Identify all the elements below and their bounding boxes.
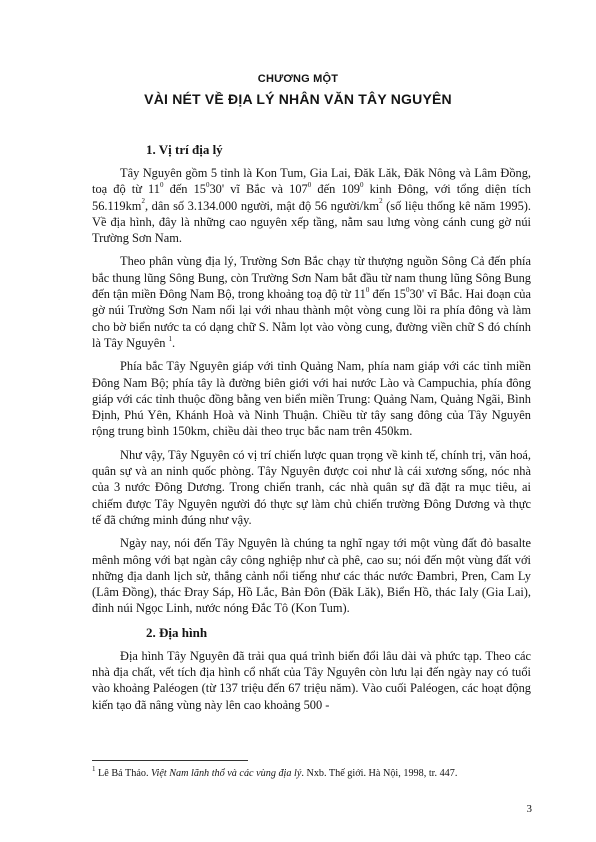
footnote-divider (92, 760, 248, 761)
paragraph-location-3: Phía bắc Tây Nguyên giáp với tỉnh Quảng Nam, phía nam giáp với các tỉnh miền Đông Nam Bộ; phía tây là đường biên giới với hai nước Lào và Campuchia, phía đông giáp với các tỉnh thuộc đồng bằng ven biển miền Trung: Quảng Nam, Quảng Ngãi, Bình Định, Phú Yên, Khánh Hoà và Ninh Thuận. Chiều từ tây sang đông của Tây Nguyên rộng trung bình 150km, chiều dài theo trục bắc nam trên 450km. (92, 359, 531, 439)
paragraph-location-2: Theo phân vùng địa lý, Trường Sơn Bắc chạy từ thượng nguồn Sông Cả đến phía bắc thung lũng Sông Bung, còn Trường Sơn Nam bắt đầu từ nam thung lũng Sông Bung đến tận miền Đông Nam Bộ, trong khoảng toạ độ từ $11^0$ đến $15^030'$ vĩ Bắc. Hai đoạn của gờ núi Trường Sơn Nam nối lại với nhau thành một vòng cung lồi ra phía đông và làm cho bờ biển nước ta có dạng chữ S. Nằm lọt vào vòng cung, đường viền chữ S đó chính là Tây Nguyên $^1$. (92, 254, 532, 350)
paragraph-location-1: Tây Nguyên gồm 5 tỉnh là Kon Tum, Gia Lai, Đăk Lăk, Đăk Nông và Lâm Đồng, toạ độ từ $11^0$ đến $15^030'$ vĩ Bắc và $107^0$ đến $109^0$ kinh Đông, với tổng diện tích $56.119km^2$, dân số 3.134.000 người, mật độ 56 người/$km^2$ (số liệu thống kê năm 1995). Về địa hình, đây là những cao nguyên xếp tầng, nằm sau lưng vòng cánh cung gờ núi Trường Sơn Nam. (92, 166, 531, 246)
paragraph-location-4: Như vậy, Tây Nguyên có vị trí chiến lược quan trọng về kinh tế, chính trị, văn hoá, quân sự và an ninh quốc phòng. Tây Nguyên được coi như là cái xương sống, nóc nhà của 3 nước Đông Dương. Trong chiến tranh, các nhà quân sự đã đặt ra mục tiêu, ai chiếm được Tây Nguyên người đó thực sự làm chủ chiến trường Đông Dương và thực tế đã chứng minh đúng như vậy. (92, 447, 531, 527)
chapter-label: CHƯƠNG MỘT (257, 73, 339, 85)
page-number: 3 (526, 803, 532, 815)
chapter-title: VÀI NÉT VỀ ĐỊA LÝ NHÂN VĂN TÂY NGUYÊN (144, 91, 452, 107)
page-body (92, 141, 531, 720)
footnote-reference: 1 (168, 334, 173, 343)
section-heading-location: 1. Vị trí địa lý (146, 142, 223, 157)
section-heading-terrain: 2. Địa hình (146, 624, 208, 640)
paragraph-terrain-1: Địa hình Tây Nguyên đã trải qua quá trình biến đổi lâu dài và phức tạp. Theo các nhà địa chất, vết tích địa hình cổ nhất của Tây Nguyên còn lưu lại đến ngày nay có tuổi vào khoảng Paléogen (từ 137 triệu đến 67 triệu năm). Vào cuối Paléogen, các hoạt động kiến tạo đã nâng vùng này lên cao khoảng 500 - (92, 648, 531, 712)
footnote: $^1$ Lê Bá Thảo. Việt Nam lãnh thổ và các vùng địa lý. Nxb. Thế giới. Hà Nội, 1998, tr. 447. (92, 764, 458, 779)
paragraph-location-5: Ngày nay, nói đến Tây Nguyên là chúng ta nghĩ ngay tới một vùng đất đỏ basalte mênh mông với bạt ngàn cây công nghiệp như cà phê, cao su; nói đến một vùng đất với những địa danh lịch sử, thắng cảnh nổi tiếng như các thác nước Đambri, Pren, Cam Ly (Lâm Đồng), thác Đray Sáp, Hồ Lắc, Bản Đôn (Đăk Lăk), Biển Hồ, thác Ialy (Gia Lai), đỉnh núi Ngọc Linh, nước nóng Đắc Tô (Kon Tum). (92, 536, 531, 616)
